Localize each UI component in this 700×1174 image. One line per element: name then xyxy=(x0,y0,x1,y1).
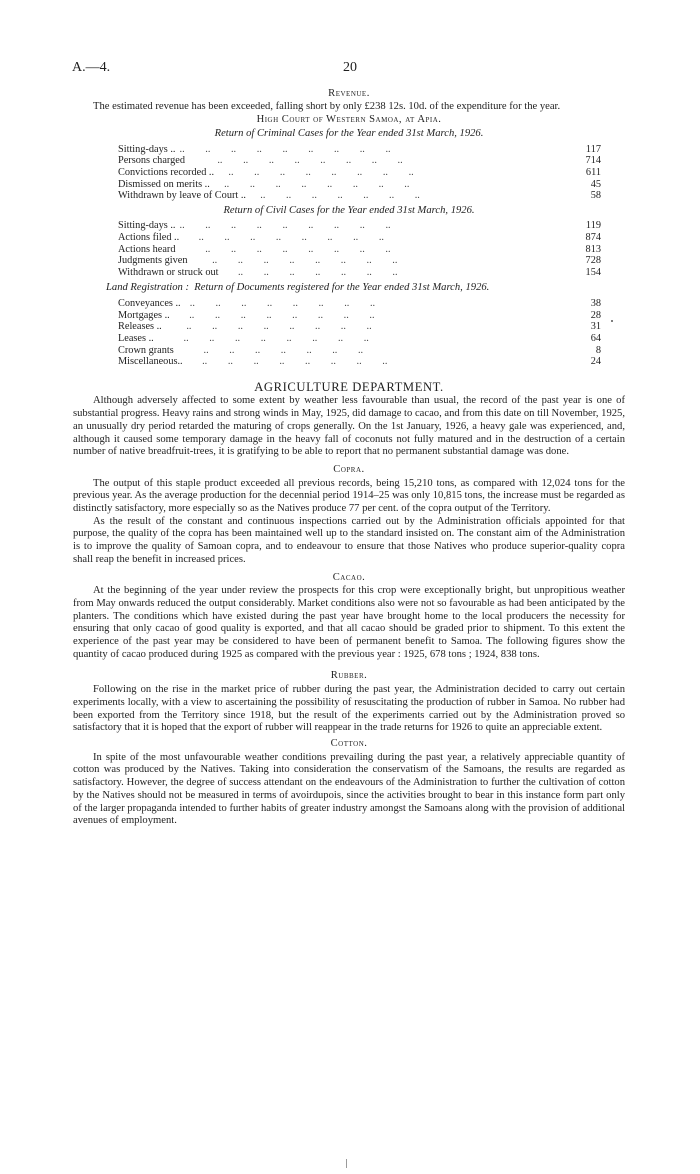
row-label: Leases .. xyxy=(118,332,154,344)
ink-speck xyxy=(611,320,613,322)
table-row xyxy=(118,179,601,191)
table-row xyxy=(118,255,601,267)
leader-dots: .. .. .. .. .. .. .. .. xyxy=(218,167,414,178)
row-label: Mortgages .. xyxy=(118,309,170,321)
row-label: Dismissed on merits .. xyxy=(118,178,210,190)
leader-dots: .. .. .. .. .. .. .. .. xyxy=(189,155,403,167)
row-value: 31 xyxy=(590,321,601,333)
table-row xyxy=(118,356,601,368)
row-value: 45 xyxy=(590,178,601,190)
cacao-paragraph: At the beginning of the year under review the prospects for this crop were exceptionally bright, but unpropitious weather from May onwards reduced the output considerably. Market conditions also were not so favourable as had been anticipated by the planters. The conditions which have existed during the past year have brought home to the local producers the necessity for ensuring that only cacao of good quality is exported, and that all cacao should be graded prior to shipment. To this extent the experience of the past year may be considered to have been of permanent benefit to Samoa. The following figures show the quantity of cacao produced during 1925 as compared with the previous year : 1925, 678 tons ; 1924, 838 tons. xyxy=(73,585,625,660)
page-body xyxy=(73,88,625,828)
table-row xyxy=(118,244,601,256)
row-value: 119 xyxy=(585,220,601,232)
leader-dots: .. .. .. .. .. .. .. .. .. xyxy=(179,220,391,232)
table-row xyxy=(118,321,601,333)
row-value: 117 xyxy=(585,143,601,155)
leader-dots: .. .. .. .. .. .. .. .. xyxy=(184,298,376,310)
leader-dots: .. .. .. .. .. .. .. xyxy=(177,344,364,356)
copra-heading: Copra. xyxy=(333,463,365,475)
row-label: Releases .. xyxy=(118,321,162,333)
row-label: Actions filed .. xyxy=(118,232,180,244)
row-label: Conveyances .. xyxy=(118,298,181,310)
cotton-paragraph: In spite of the most unfavourable weather conditions prevailing during the past year, a relatively appreciable quantity of cotton was produced by the Natives. Taking into consideration the conservatism of the Samoans, the results are regarded as satisfactory. However, the degree of success attendant on the endeavours of the Administration to further the cultivation of cotton by the Natives should not be measured in terms of avoirdupois, since the activities brought to bear in this instance form part only of the larger propaganda intended to further habits of greater industry amongst the Samoans along with the provision of additional avenues of employment. xyxy=(73,751,625,827)
row-value: 611 xyxy=(585,167,601,178)
table-row xyxy=(118,333,601,345)
copra-paragraph-1: The output of this staple product exceeded all previous records, being 15,210 tons, as compared with 12,024 tons for the previous year. As the average production for the decennial period 1914–25 was only 10,815 tons, the increase must be regarded as distinctly satisfactory, more especially so as the Natives produce 77 per cent. of the copra output of the Territory. xyxy=(73,477,625,515)
row-value: 714 xyxy=(585,155,601,167)
court-heading: High Court of Western Samoa, at Apia. xyxy=(256,114,442,126)
row-value: 58 xyxy=(590,190,601,202)
leader-dots: .. .. .. .. .. .. .. .. xyxy=(191,255,398,267)
row-label: Crown grants xyxy=(118,344,174,356)
table-row xyxy=(118,155,601,167)
leader-dots: .. .. .. .. .. .. .. .. xyxy=(157,332,369,344)
table-row xyxy=(118,310,601,322)
leader-dots: .. .. .. .. .. .. .. xyxy=(249,190,420,202)
land-registration-title xyxy=(106,282,625,295)
agriculture-heading: AGRICULTURE DEPARTMENT. xyxy=(254,379,444,394)
row-value: 813 xyxy=(585,243,601,255)
revenue-paragraph: The estimated revenue has been exceeded, falling short by only £238 12s. 10d. of the expenditure for the year. xyxy=(93,100,561,112)
leader-dots: .. .. .. .. .. .. .. .. xyxy=(179,243,391,255)
row-label: Withdrawn by leave of Court .. xyxy=(118,190,246,202)
criminal-cases-title: Return of Criminal Cases for the Year ended 31st March, 1926. xyxy=(214,128,484,140)
table-row xyxy=(118,167,601,179)
leader-dots: .. .. .. .. .. .. .. xyxy=(222,266,398,278)
table-row xyxy=(118,220,601,232)
row-value: 24 xyxy=(590,356,601,368)
row-value: 728 xyxy=(585,255,601,267)
land-registration-prefix: Land Registration : xyxy=(106,282,189,294)
revenue-heading: Revenue. xyxy=(328,88,370,99)
cacao-heading: Cacao. xyxy=(332,571,366,583)
table-row xyxy=(118,144,601,156)
row-value: 8 xyxy=(595,344,601,356)
leader-dots: .. .. .. .. .. .. .. .. xyxy=(213,178,410,190)
row-label: Actions heard xyxy=(118,243,176,255)
row-label: Persons charged xyxy=(118,155,186,167)
leader-dots: .. .. .. .. .. .. .. .. xyxy=(183,232,384,244)
row-label: Judgments given xyxy=(118,255,188,267)
cotton-heading: Cotton. xyxy=(330,738,368,749)
row-label: Miscellaneous.. xyxy=(118,356,183,368)
row-value: 28 xyxy=(590,309,601,321)
row-value: 38 xyxy=(590,298,601,310)
copra-paragraph-2: As the result of the constant and continuous inspections carried out by the Administration officials appointed for that purpose, the quality of the copra has been maintained well up to the standard insisted on. The constant aim of the Administration is to improve the quality of Samoan copra, and to endeavour to ensure that those Natives who produce superior-quality copra shall reap the benefit in increased prices. xyxy=(73,515,625,565)
page-number: 20 xyxy=(343,60,357,75)
land-documents-table xyxy=(73,298,625,368)
row-value: 154 xyxy=(585,266,601,278)
row-label: Sitting-days .. xyxy=(118,220,176,232)
rubber-paragraph: Following on the rise in the market price of rubber during the past year, the Administration decided to carry out certain experiments locally, with a view to ascertaining the possibility of resuscitating the production of rubber in Samoa. No rubber had been exported from the Territory since 1918, but the result of the experiments carried out by the Administration proved so satisfactory that it is hoped that the export of rubber will reappear in the trade returns for 1926 to quite an appreciable extent. xyxy=(73,684,625,734)
row-value: 874 xyxy=(585,232,601,244)
civil-cases-title: Return of Civil Cases for the Year ended 31st March, 1926. xyxy=(223,204,475,216)
report-reference: A.—4. xyxy=(72,60,111,75)
rubber-heading: Rubber. xyxy=(330,670,368,682)
table-row xyxy=(118,345,601,357)
table-row xyxy=(118,267,601,279)
row-label: Sitting-days .. xyxy=(118,143,176,155)
leader-dots: .. .. .. .. .. .. .. .. xyxy=(165,321,372,333)
leader-dots: .. .. .. .. .. .. .. .. xyxy=(173,309,375,321)
row-label: Convictions recorded .. xyxy=(118,167,215,178)
row-value: 64 xyxy=(590,332,601,344)
agriculture-paragraph: Although adversely affected to some extent by weather less favourable than usual, the record of the past year is one of substantial progress. Heavy rains and strong winds in May, 1925, did damage to cacao, and from this date on till November, 1925, an unusually dry period retarded the maturing of crops generally. On the 1st January, 1926, a heavy gale was experienced, and, although it caused some temporary damage in the heavy fall of coconuts not fully matured and in the destruction of a certain number of native breadfruit-trees, it is gratifying to be able to report that no permanent substantial damage was done. xyxy=(73,395,625,458)
table-row xyxy=(118,298,601,310)
page-fold-mark xyxy=(346,1159,347,1168)
row-label: Withdrawn or struck out xyxy=(118,266,219,278)
criminal-cases-table xyxy=(73,144,625,202)
leader-dots: .. .. .. .. .. .. .. .. xyxy=(186,356,388,368)
land-registration-subtitle: Return of Documents registered for the Year ended 31st March, 1926. xyxy=(194,282,490,294)
civil-cases-table xyxy=(73,220,625,278)
table-row xyxy=(118,190,601,202)
table-row xyxy=(118,232,601,244)
leader-dots: .. .. .. .. .. .. .. .. .. xyxy=(179,143,391,155)
